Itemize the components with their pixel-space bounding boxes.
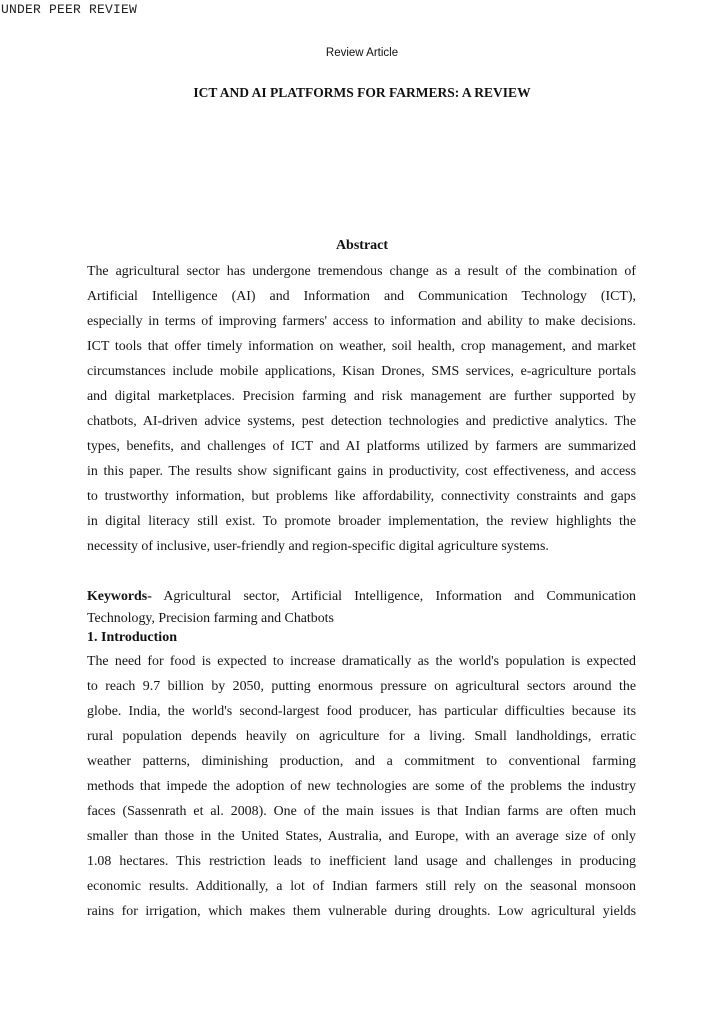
keywords-line: [87, 584, 636, 609]
abstract-heading: Abstract: [335, 238, 389, 253]
abstract-line: especially in terms of improving farmers' access to information and ability to make decisions.: [87, 314, 636, 329]
introduction-body: [87, 649, 636, 924]
intro-line: The need for food is expected to increase dramatically as the world's population is expected: [87, 654, 636, 669]
abstract-line: in digital literacy still exist. To promote broader implementation, the review highlights the: [87, 514, 636, 529]
abstract-line: necessity of inclusive, user-friendly and region-specific digital agriculture systems.: [87, 539, 549, 554]
intro-line: faces (Sassenrath et al. 2008). One of the main issues is that Indian farms are often much: [87, 804, 636, 819]
intro-line: weather patterns, diminishing production, and a commitment to conventional farming: [87, 754, 636, 769]
intro-line: 1.08 hectares. This restriction leads to inefficient land usage and challenges in producing: [87, 854, 636, 869]
abstract-line: circumstances include mobile applications, Kisan Drones, SMS services, e-agriculture portals: [87, 364, 636, 379]
peer-review-watermark: UNDER PEER REVIEW: [1, 2, 138, 17]
intro-line: smaller than those in the United States, Australia, and Europe, with an average size of only: [87, 829, 636, 844]
abstract-line: and digital marketplaces. Precision farming and risk management are further supported by: [87, 389, 636, 404]
keywords-label: Keywords-: [87, 589, 152, 604]
keywords-section: [87, 584, 636, 629]
abstract-line: Artificial Intelligence (AI) and Information and Communication Technology (ICT),: [87, 289, 636, 304]
intro-line: rains for irrigation, which makes them vulnerable during droughts. Low agricultural yields: [87, 904, 636, 919]
paper-title: ICT AND AI PLATFORMS FOR FARMERS: A REVIEW: [193, 85, 531, 100]
abstract-line: types, benefits, and challenges of ICT and AI platforms utilized by farmers are summarized: [87, 439, 636, 454]
intro-line: globe. India, the world's second-largest food producer, has particular difficulties because its: [87, 704, 636, 719]
abstract-line: in this paper. The results show significant gains in productivity, cost effectiveness, and access: [87, 464, 636, 479]
intro-line: to reach 9.7 billion by 2050, putting enormous pressure on agricultural sectors around the: [87, 679, 636, 694]
abstract-line: The agricultural sector has undergone tremendous change as a result of the combination of: [87, 264, 636, 279]
article-type-label: Review Article: [325, 47, 399, 59]
keywords-line: Technology, Precision farming and Chatbots: [87, 611, 334, 626]
intro-line: methods that impede the adoption of new technologies are some of the problems the industry: [87, 779, 636, 794]
abstract-line: ICT tools that offer timely information on weather, soil health, crop management, and market: [87, 339, 636, 354]
introduction-heading: 1. Introduction: [87, 630, 177, 645]
abstract-line: to trustworthy information, but problems like affordability, connectivity constraints and gaps: [87, 489, 636, 504]
abstract-body: [87, 259, 636, 559]
intro-line: rural population depends heavily on agriculture for a living. Small landholdings, erratic: [87, 729, 636, 744]
abstract-line: chatbots, AI-driven advice systems, pest detection technologies and predictive analytics. The: [87, 414, 636, 429]
intro-line: economic results. Additionally, a lot of Indian farmers still rely on the seasonal monsoon: [87, 879, 636, 894]
keywords-text: Agricultural sector, Artificial Intelligence, Information and Communication: [163, 589, 636, 604]
